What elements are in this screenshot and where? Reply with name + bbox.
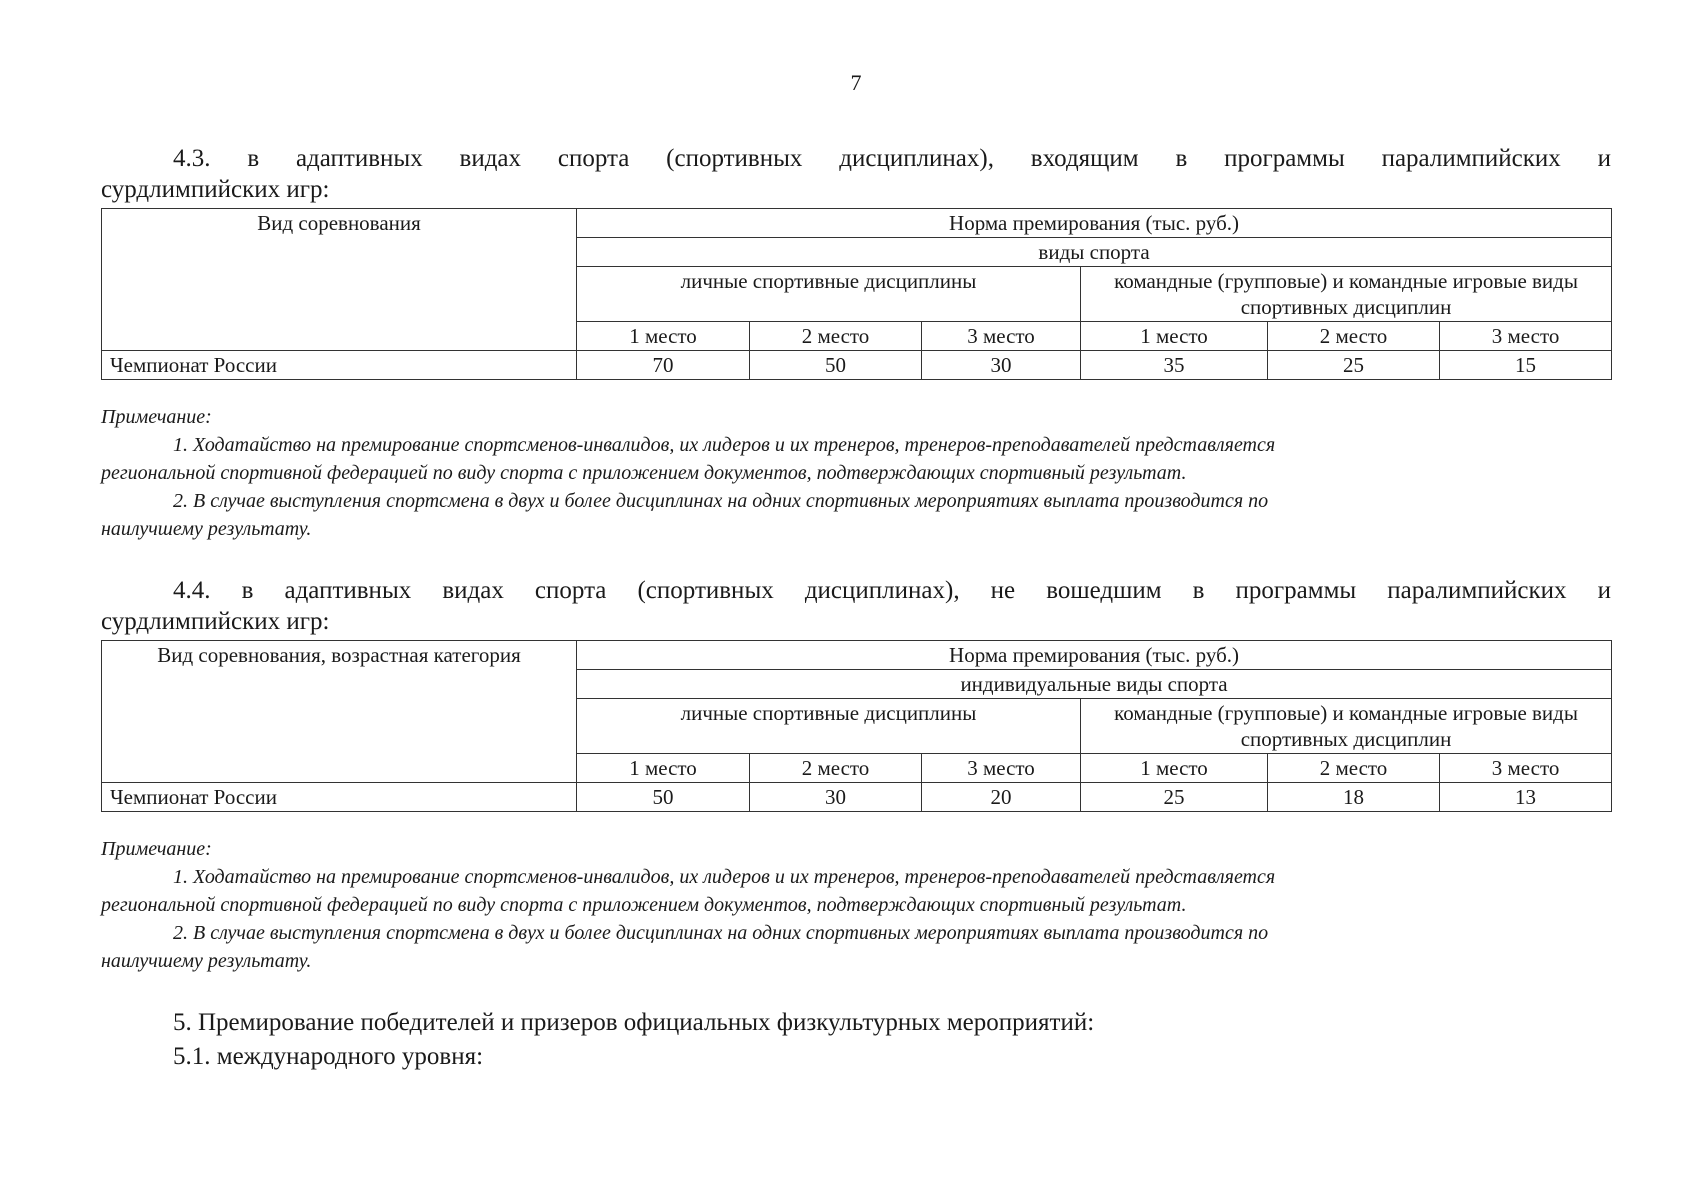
page-number: 7	[850, 70, 862, 95]
norm-header: Норма премирования (тыс. руб.)	[577, 209, 1612, 238]
section-4-3-heading	[101, 143, 1611, 205]
table-header-row	[102, 209, 1612, 238]
note-item-2: 2. В случае выступления спортсмена в двух и более дисциплинах на одних спортивных мероприятиях выплата производится по наилучшему результату.	[101, 490, 1269, 540]
place-header: 1 место	[577, 754, 750, 783]
col-competition-header: Вид соревнования	[102, 209, 577, 351]
place-header: 1 место	[1081, 322, 1268, 351]
place-header: 1 место	[577, 322, 750, 351]
note-4-3	[101, 403, 1611, 543]
place-header: 2 место	[750, 322, 922, 351]
section-4-4-title-line2: сурдлимпийских игр:	[101, 608, 330, 635]
table-header-row	[102, 641, 1612, 670]
sport-type-header: индивидуальные виды спорта	[577, 670, 1612, 699]
place-header: 2 место	[1268, 754, 1440, 783]
table-cell: 35	[1081, 351, 1268, 380]
table-cell: 20	[922, 783, 1081, 812]
place-header: 3 место	[1440, 754, 1612, 783]
table-cell: 13	[1440, 783, 1612, 812]
section-4-4-title-line1: 4.4. в адаптивных видах спорта (спортивных дисциплинах), не вошедшим в программы паралимпийских и	[173, 577, 1611, 604]
table-row	[102, 783, 1612, 812]
table-cell: 15	[1440, 351, 1612, 380]
note-4-4	[101, 835, 1611, 975]
norm-header: Норма премирования (тыс. руб.)	[577, 641, 1612, 670]
section-4-4-heading	[101, 575, 1611, 637]
col-competition-header: Вид соревнования, возрастная категория	[102, 641, 577, 783]
place-header: 3 место	[922, 322, 1081, 351]
note-item-2: 2. В случае выступления спортсмена в двух и более дисциплинах на одних спортивных мероприятиях выплата производится по наилучшему результату.	[101, 922, 1269, 972]
section-5-1-title: 5.1. международного уровня:	[173, 1043, 484, 1070]
section-5-title: 5. Премирование победителей и призеров официальных физкультурных мероприятий:	[173, 1009, 1095, 1036]
note-title: Примечание:	[101, 406, 212, 428]
section-4-3-title-line2: сурдлимпийских игр:	[101, 176, 330, 203]
table-cell: 25	[1081, 783, 1268, 812]
place-header: 2 место	[1268, 322, 1440, 351]
table-cell: 50	[750, 351, 922, 380]
personal-disciplines-header: личные спортивные дисциплины	[577, 267, 1081, 322]
place-header: 1 место	[1081, 754, 1268, 783]
table-cell: 30	[750, 783, 922, 812]
team-disciplines-header: командные (групповые) и командные игровые виды спортивных дисциплин	[1081, 267, 1612, 322]
table-cell: 70	[577, 351, 750, 380]
award-table-4-4	[101, 640, 1612, 812]
table-row	[102, 351, 1612, 380]
personal-disciplines-header: личные спортивные дисциплины	[577, 699, 1081, 754]
place-header: 2 место	[750, 754, 922, 783]
team-disciplines-header: командные (групповые) и командные игровые виды спортивных дисциплин	[1081, 699, 1612, 754]
table-cell: 25	[1268, 351, 1440, 380]
note-title: Примечание:	[101, 838, 212, 860]
place-header: 3 место	[922, 754, 1081, 783]
row-label: Чемпионат России	[102, 783, 577, 812]
row-label: Чемпионат России	[102, 351, 577, 380]
table-cell: 30	[922, 351, 1081, 380]
award-table-4-3	[101, 208, 1612, 380]
note-item-1: 1. Ходатайство на премирование спортсменов-инвалидов, их лидеров и их тренеров, тренеров-преподавателей представляется региональной спортивной федерацией по виду спорта с приложением документов, подтверждающих спортивный результат.	[101, 434, 1276, 484]
section-4-3-title-line1: 4.3. в адаптивных видах спорта (спортивных дисциплинах), входящим в программы паралимпийских и	[173, 145, 1611, 172]
table-cell: 18	[1268, 783, 1440, 812]
table-cell: 50	[577, 783, 750, 812]
note-item-1: 1. Ходатайство на премирование спортсменов-инвалидов, их лидеров и их тренеров, тренеров-преподавателей представляется региональной спортивной федерацией по виду спорта с приложением документов, подтверждающих спортивный результат.	[101, 866, 1276, 916]
sport-type-header: виды спорта	[577, 238, 1612, 267]
place-header: 3 место	[1440, 322, 1612, 351]
